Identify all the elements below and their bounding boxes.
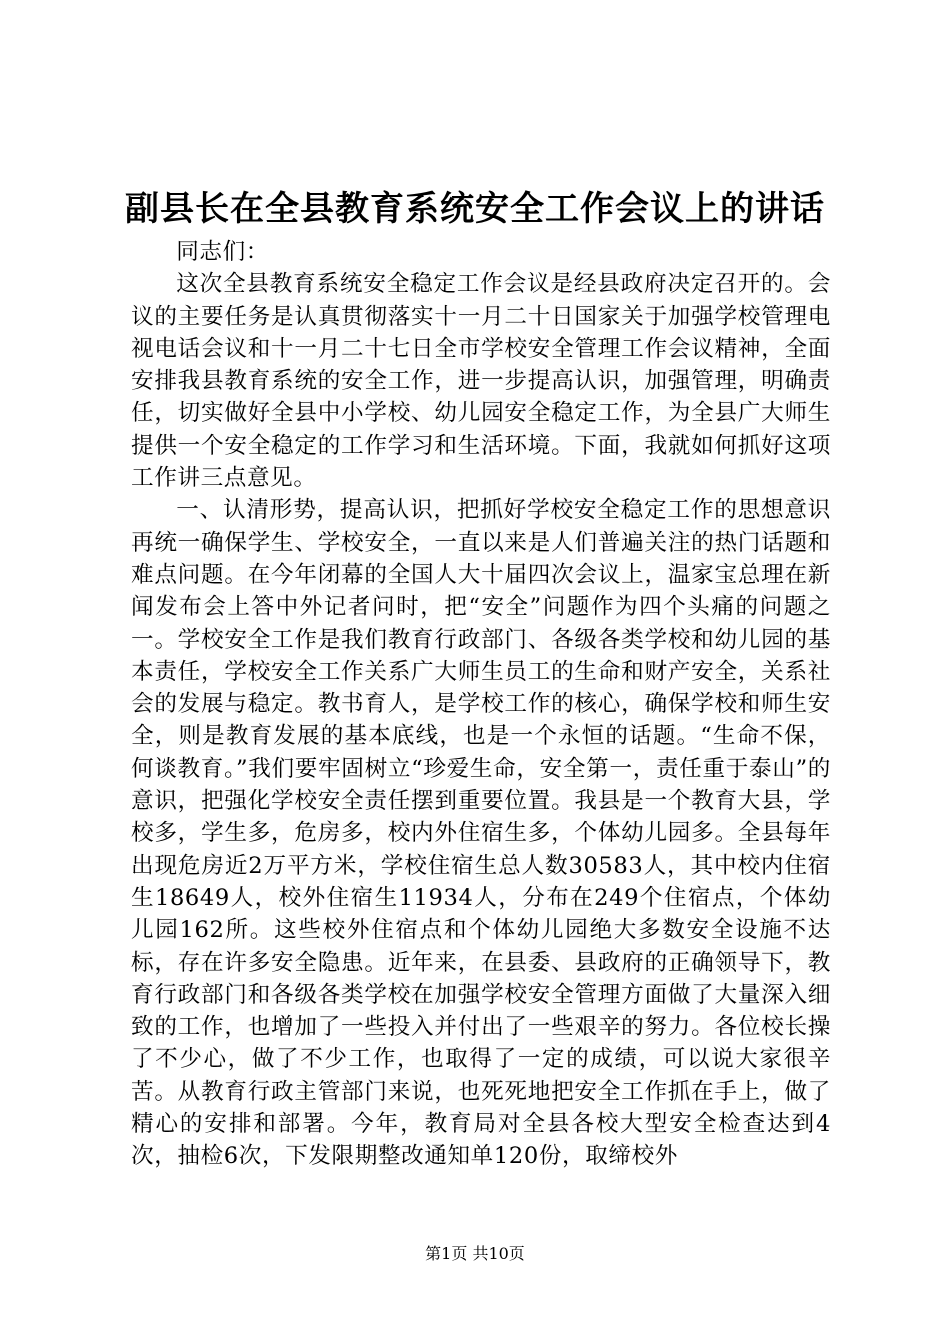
page-number-footer: 第1页 共10页 (425, 1244, 525, 1263)
intro-paragraph: 这次全县教育系统安全稳定工作会议是经县政府决定召开的。会议的主要任务是认真贯彻落实十一月二十日国家关于加强学校管理电视电话会议和十一月二十七日全市学校安全管理工作会议精神，全面安排我县教育系统的安全工作，进一步提高认识，加强管理，明确责任，切实做好全县中小学校、幼儿园安全稳定工作，为全县广大师生提供一个安全稳定的工作学习和生活环境。下面，我就如何抓好这项工作讲三点意见。 (131, 271, 831, 492)
section-one-paragraph: 一、认清形势，提高认识，把抓好学校安全稳定工作的思想意识再统一确保学生、学校安全，一直以来是人们普遍关注的热门话题和难点问题。在今年闭幕的全国人大十届四次会议上，温家宝总理在新闻发布会上答中外记者问时，把“安全”问题作为四个头痛的问题之一。学校安全工作是我们教育行政部门、各级各类学校和幼儿园的基本责任，学校安全工作关系广大师生员工的生命和财产安全，关系社会的发展与稳定。教书育人，是学校工作的核心，确保学校和师生安全，则是教育发展的基本底线，也是一个永恒的话题。“生命不保，何谈教育。”我们要牢固树立“珍爱生命，安全第一，责任重于泰山”的意识，把强化学校安全责任摆到重要位置。我县是一个教育大县，学校多，学生多，危房多，校内外住宿生多，个体幼儿园多。全县每年出现危房近2万平方米，学校住宿生总人数30583人，其中校内住宿生18649人，校外住宿生11934人，分布在249个住宿点，个体幼儿园162所。这些校外住宿点和个体幼儿园绝大多数安全设施不达标，存在许多安全隐患。近年来，在县委、县政府的正确领导下，教育行政部门和各级各类学校在加强学校安全管理方面做了大量深入细致的工作，也增加了一些投入并付出了一些艰辛的努力。各位校长操了不少心，做了不少工作，也取得了一定的成绩，可以说大家很辛苦。从教育行政主管部门来说，也死死地把安全工作抓在手上，做了精心的安排和部署。今年，教育局对全县各校大型安全检查达到4次，抽检6次，下发限期整改通知单120份，取缔校外 (131, 497, 831, 1170)
document-body (131, 236, 831, 1173)
salutation-paragraph: 同志们： (176, 239, 269, 265)
document-title: 副县长在全县教育系统安全工作会议上的讲话 (125, 189, 825, 229)
